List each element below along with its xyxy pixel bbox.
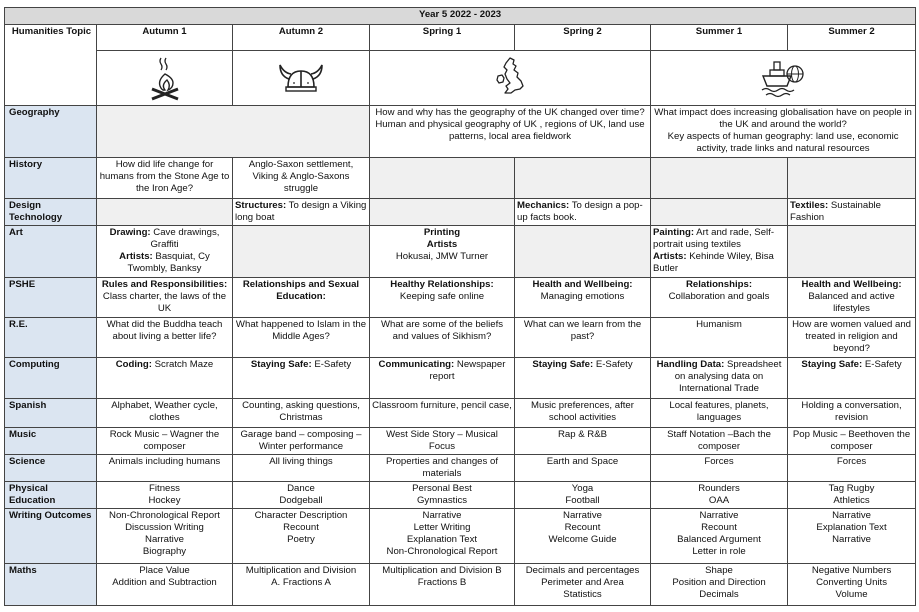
writing-outcome: Character Description: [254, 510, 348, 521]
maths-cell: [97, 564, 233, 606]
pshe-text: Keeping safe online: [399, 291, 485, 302]
dt-autumn-2: [233, 199, 370, 226]
computing-text: Newspaper report: [429, 359, 506, 382]
science-cell: All living things: [233, 455, 370, 482]
pshe-cell: [515, 278, 651, 318]
pe-cell: [233, 482, 370, 509]
computing-text: Spreadsheet on analysing data on International Trade: [674, 359, 782, 394]
row-label-art: Art: [5, 226, 97, 278]
pe-activity: Tag Rugby: [828, 483, 875, 494]
geography-autumn-cell: [97, 106, 370, 158]
computing-cell: [370, 358, 515, 399]
pe-activity: Hockey: [148, 495, 181, 506]
spanish-cell: Alphabet, Weather cycle, clothes: [97, 399, 233, 428]
art-autumn-1-artists-label: Artists:: [119, 251, 153, 262]
campfire-icon: [145, 55, 185, 101]
science-cell: Earth and Space: [515, 455, 651, 482]
writing-cell: [233, 509, 370, 564]
art-summer-1-artists-label: Artists:: [653, 251, 687, 262]
history-spring-2: [515, 158, 651, 199]
maths-unit: Addition and Subtraction: [112, 577, 217, 588]
maths-unit: Negative Numbers: [811, 565, 892, 576]
music-cell: Pop Music – Beethoven the composer: [788, 428, 916, 455]
computing-cell: [788, 358, 916, 399]
writing-outcome: Poetry: [287, 534, 315, 545]
art-autumn-1: [97, 226, 233, 278]
spanish-cell: Classroom furniture, pencil case,: [370, 399, 515, 428]
writing-outcome: Balanced Argument: [677, 534, 761, 545]
writing-outcome: Narrative: [699, 510, 739, 521]
maths-cell: [370, 564, 515, 606]
pe-cell: [515, 482, 651, 509]
dt-autumn-1: [97, 199, 233, 226]
art-autumn-1-strand: Drawing:: [109, 227, 151, 238]
computing-strand: Staying Safe:: [532, 359, 594, 370]
writing-cell: [515, 509, 651, 564]
writing-outcome: Narrative: [563, 510, 602, 521]
campfire-cell: [97, 51, 233, 106]
pshe-cell: [233, 278, 370, 318]
maths-unit: Decimals: [699, 589, 739, 600]
writing-outcome: Biography: [142, 546, 187, 557]
dt-autumn-2-text: To design a Viking long boat: [235, 200, 367, 223]
re-cell: What can we learn from the past?: [515, 318, 651, 358]
maths-unit: Multiplication and Division: [245, 565, 357, 576]
writing-outcome: Non-Chronological Report: [386, 546, 498, 557]
writing-outcome: Letter in role: [692, 546, 746, 557]
computing-cell: [651, 358, 788, 399]
maths-unit: Perimeter and Area: [541, 577, 624, 588]
pe-activity: Personal Best: [412, 483, 472, 494]
re-cell: What did the Buddha teach about living a better life?: [97, 318, 233, 358]
pe-activity: Dance: [287, 483, 315, 494]
computing-strand: Communicating:: [378, 359, 455, 370]
year5-curriculum-table: [4, 7, 916, 606]
row-label-design-technology: Design Technology: [5, 199, 97, 226]
maths-unit: Converting Units: [816, 577, 887, 588]
writing-outcome: Welcome Guide: [548, 534, 617, 545]
writing-cell: [370, 509, 515, 564]
computing-text: E-Safety: [862, 359, 902, 370]
pe-activity: Athletics: [833, 495, 870, 506]
computing-text: E-Safety: [593, 359, 633, 370]
writing-cell: [651, 509, 788, 564]
pshe-text: Class charter, the laws of the UK: [102, 291, 227, 314]
term-header-summer-1: Summer 1: [651, 25, 788, 51]
ship-globe-icon: [760, 58, 806, 98]
uk-map-icon: [494, 56, 526, 100]
dt-spring-2-strand: Mechanics:: [517, 200, 570, 211]
spanish-cell: Counting, asking questions, Christmas: [233, 399, 370, 428]
art-autumn-1-artists: Basquiat, Cy Twombly, Banksy: [127, 251, 210, 274]
computing-cell: [233, 358, 370, 399]
row-label-physical-education: Physical Education: [5, 482, 97, 509]
row-label-maths: Maths: [5, 564, 97, 606]
computing-strand: Coding:: [115, 359, 152, 370]
art-spring-1-strand: Printing: [423, 227, 461, 238]
pe-cell: [97, 482, 233, 509]
science-cell: Forces: [651, 455, 788, 482]
computing-text: E-Safety: [311, 359, 352, 370]
geography-summer-cell: [651, 106, 916, 158]
row-label-spanish: Spanish: [5, 399, 97, 428]
art-spring-1-artists: Hokusai, JMW Turner: [395, 251, 489, 262]
pshe-text: Collaboration and goals: [668, 291, 770, 302]
writing-cell: [788, 509, 916, 564]
spanish-cell: Local features, planets, languages: [651, 399, 788, 428]
pshe-cell: [97, 278, 233, 318]
pe-cell: [651, 482, 788, 509]
humanities-topic-label: Humanities Topic: [5, 25, 97, 106]
pshe-strand: Rules and Responsibilities:: [101, 279, 228, 290]
row-label-geography: Geography: [5, 106, 97, 158]
term-header-autumn-1: Autumn 1: [97, 25, 233, 51]
maths-unit: Position and Direction: [672, 577, 766, 588]
geography-summer-question: What impact does increasing globalisation have on people in the UK and around the world?: [654, 107, 912, 130]
computing-cell: [97, 358, 233, 399]
dt-summer-1: [651, 199, 788, 226]
re-cell: Humanism: [651, 318, 788, 358]
term-header-autumn-2: Autumn 2: [233, 25, 370, 51]
writing-outcome: Recount: [701, 522, 737, 533]
maths-unit: Fractions B: [417, 577, 467, 588]
art-summer-2: [788, 226, 916, 278]
computing-strand: Handling Data:: [656, 359, 725, 370]
maths-unit: Place Value: [139, 565, 190, 576]
pshe-text: Managing emotions: [540, 291, 625, 302]
art-autumn-2: [233, 226, 370, 278]
writing-outcome: Narrative: [832, 510, 871, 521]
pe-activity: OAA: [708, 495, 730, 506]
art-autumn-1-text: Cave drawings, Graffiti: [150, 227, 220, 250]
pshe-text: Balanced and active lifestyles: [808, 291, 895, 314]
history-summer-2: [788, 158, 916, 199]
ship-globe-cell: [651, 51, 916, 106]
writing-outcome: Letter Writing: [413, 522, 471, 533]
pe-activity: Football: [565, 495, 600, 506]
pe-activity: Rounders: [698, 483, 740, 494]
geography-summer-content: Key aspects of human geography: land use, economic activity, trade links and natural resources: [667, 131, 899, 154]
dt-autumn-2-strand: Structures:: [235, 200, 287, 211]
row-label-history: History: [5, 158, 97, 199]
computing-text: Scratch Maze: [151, 359, 214, 370]
maths-cell: [788, 564, 916, 606]
writing-outcome: Recount: [283, 522, 319, 533]
pshe-cell: [651, 278, 788, 318]
pe-cell: [788, 482, 916, 509]
art-summer-1: [651, 226, 788, 278]
maths-unit: A. Fractions A: [271, 577, 331, 588]
pshe-strand: Relationships and Sexual Education:: [242, 279, 360, 302]
term-header-summer-2: Summer 2: [788, 25, 916, 51]
spanish-cell: Holding a conversation, revision: [788, 399, 916, 428]
music-cell: Staff Notation –Bach the composer: [651, 428, 788, 455]
writing-outcome: Narrative: [422, 510, 462, 521]
maths-unit: Volume: [835, 589, 868, 600]
pshe-strand: Relationships:: [685, 279, 753, 290]
pe-activity: Yoga: [571, 483, 594, 494]
pe-activity: Gymnastics: [416, 495, 468, 506]
writing-outcome: Explanation Text: [816, 522, 887, 533]
maths-unit: Statistics: [563, 589, 602, 600]
computing-cell: [515, 358, 651, 399]
pe-activity: Fitness: [149, 483, 180, 494]
maths-unit: Multiplication and Division B: [382, 565, 502, 576]
maths-cell: [233, 564, 370, 606]
music-cell: Rap & R&B: [515, 428, 651, 455]
art-spring-1-artists-label: Artists: [426, 239, 458, 250]
viking-helmet-icon: [276, 61, 326, 95]
writing-cell: [97, 509, 233, 564]
maths-cell: [651, 564, 788, 606]
pshe-strand: Health and Wellbeing:: [801, 279, 902, 290]
dt-spring-1: [370, 199, 515, 226]
writing-outcome: Recount: [564, 522, 601, 533]
art-spring-1: [370, 226, 515, 278]
science-cell: Animals including humans: [97, 455, 233, 482]
writing-outcome: Narrative: [145, 534, 184, 545]
music-cell: Rock Music – Wagner the composer: [97, 428, 233, 455]
art-summer-1-text: Art and rade, Self-portrait using textiles: [653, 227, 775, 250]
row-label-writing-outcomes: Writing Outcomes: [5, 509, 97, 564]
row-label-science: Science: [5, 455, 97, 482]
history-spring-1: [370, 158, 515, 199]
dt-summer-2-strand: Textiles:: [790, 200, 829, 211]
maths-cell: [515, 564, 651, 606]
spanish-cell: Music preferences, after school activities: [515, 399, 651, 428]
history-summer-1: [651, 158, 788, 199]
art-summer-1-artists: Kehinde Wiley, Bisa Butler: [653, 251, 774, 274]
geography-spring-cell: [370, 106, 651, 158]
science-cell: Properties and changes of materials: [370, 455, 515, 482]
computing-strand: Staying Safe:: [801, 359, 863, 370]
geography-spring-content: Human and physical geography of UK , regions of UK, land use patterns, local area fieldwork: [375, 119, 645, 142]
pshe-cell: [370, 278, 515, 318]
art-summer-1-strand: Painting:: [653, 227, 695, 238]
table-title: Year 5 2022 - 2023: [5, 8, 916, 25]
re-cell: What are some of the beliefs and values of Sikhism?: [370, 318, 515, 358]
geography-spring-question: How and why has the geography of the UK changed over time?: [375, 107, 645, 118]
computing-strand: Staying Safe:: [250, 359, 312, 370]
uk-map-cell: [370, 51, 651, 106]
music-cell: Garage band – composing – Winter performance: [233, 428, 370, 455]
pe-activity: Dodgeball: [279, 495, 323, 506]
pe-cell: [370, 482, 515, 509]
dt-spring-2: [515, 199, 651, 226]
dt-summer-2-text: Sustainable Fashion: [790, 200, 882, 223]
music-cell: West Side Story – Musical Focus: [370, 428, 515, 455]
viking-helmet-cell: [233, 51, 370, 106]
writing-outcome: Discussion Writing: [125, 522, 204, 533]
row-label-pshe: PSHE: [5, 278, 97, 318]
re-cell: What happened to Islam in the Middle Ages?: [233, 318, 370, 358]
art-spring-2: [515, 226, 651, 278]
writing-outcome: Narrative: [832, 534, 871, 545]
row-label-music: Music: [5, 428, 97, 455]
writing-outcome: Non-Chronological Report: [109, 510, 220, 521]
pshe-strand: Healthy Relationships:: [390, 279, 494, 290]
maths-unit: Shape: [705, 565, 733, 576]
row-label-computing: Computing: [5, 358, 97, 399]
term-header-spring-1: Spring 1: [370, 25, 515, 51]
pshe-cell: [788, 278, 916, 318]
row-label-re: R.E.: [5, 318, 97, 358]
writing-outcome: Explanation Text: [406, 534, 478, 545]
dt-summer-2: [788, 199, 916, 226]
pshe-strand: Health and Wellbeing:: [532, 279, 633, 290]
re-cell: How are women valued and treated in religion and beyond?: [788, 318, 916, 358]
dt-spring-2-text: To design a pop-up facts book.: [517, 200, 643, 223]
history-autumn-2: Anglo-Saxon settlement, Viking & Anglo-Saxons struggle: [233, 158, 370, 199]
maths-unit: Decimals and percentages: [525, 565, 640, 576]
science-cell: Forces: [788, 455, 916, 482]
history-autumn-1: How did life change for humans from the Stone Age to the Iron Age?: [97, 158, 233, 199]
term-header-spring-2: Spring 2: [515, 25, 651, 51]
